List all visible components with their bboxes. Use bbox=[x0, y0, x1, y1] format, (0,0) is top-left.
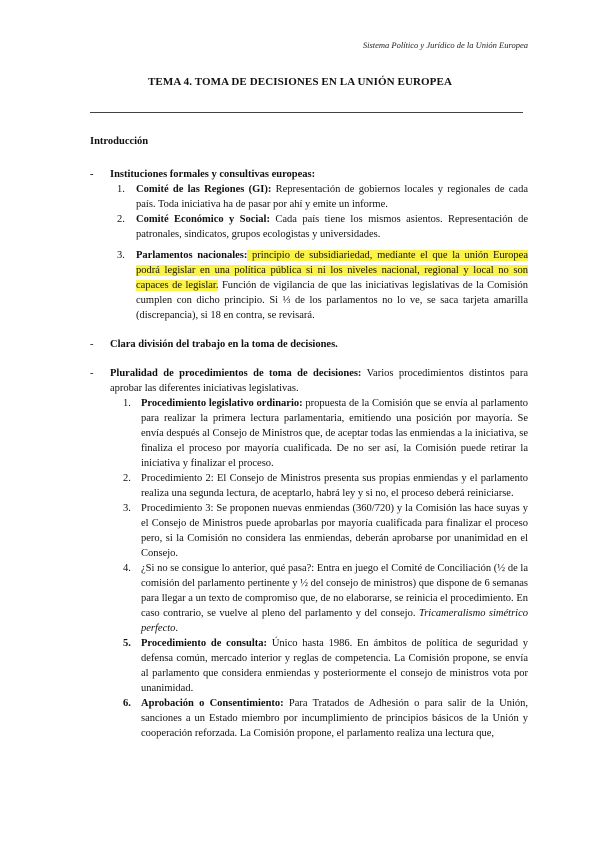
item-term: Aprobación o Consentimiento: bbox=[141, 698, 284, 709]
item-number: 1. bbox=[117, 184, 125, 195]
list-item bbox=[90, 248, 528, 323]
item-italic-text: Tricameralismo simétrico perfecto bbox=[141, 608, 529, 634]
title-divider bbox=[90, 112, 523, 113]
running-header: Sistema Político y Jurídico de la Unión Europea bbox=[362, 40, 528, 50]
procedures-list bbox=[90, 396, 528, 741]
item-text: propuesta de la Comisión que se envía al parlamento para realizar la primera lectura parlamentaria, emitiendo una posición por mayoría. Se envía después al Consejo de Ministros que, de aceptar todas las enmiendas a la iniciativa, se finaliza el proceso por mayoría cualificada. De no ser así, la Comisión puede retirar la iniciativa y finalizar el proceso. bbox=[141, 398, 528, 469]
section-division bbox=[90, 337, 528, 352]
bullet-dash: - bbox=[90, 339, 94, 350]
section-heading: Pluralidad de procedimientos de toma de decisiones: bbox=[110, 368, 362, 379]
item-term: Comité Económico y Social: bbox=[136, 214, 270, 225]
section-heading-text: Varios procedimientos distintos para aprobar las diferentes iniciativas legislativas. bbox=[110, 368, 528, 394]
item-number: 4. bbox=[123, 563, 131, 574]
page-title: TEMA 4. TOMA DE DECISIONES EN LA UNIÓN EUROPEA bbox=[147, 76, 452, 88]
list-item bbox=[90, 212, 528, 242]
document-body bbox=[90, 134, 528, 741]
item-text: Único hasta 1986. En ámbitos de política de seguridad y defensa común, mercado interior y reglas de competencia. La Comisión propone, se envía al parlamento que considera enmiendas y posteriormente el consejo de ministros vota por unanimidad. bbox=[141, 638, 528, 694]
item-number: 1. bbox=[123, 398, 131, 409]
item-tail: . bbox=[175, 623, 179, 634]
list-item bbox=[90, 561, 528, 636]
item-number: 2. bbox=[123, 473, 131, 484]
section-procedures bbox=[90, 366, 528, 396]
item-number: 3. bbox=[117, 250, 125, 261]
section-institutions bbox=[90, 167, 528, 182]
item-term: Procedimiento legislativo ordinario: bbox=[141, 398, 303, 409]
item-text: Representación de gobiernos locales y regionales de cada país. Toda iniciativa ha de pasar por ahí y emite un informe. bbox=[136, 184, 528, 210]
item-text: Procedimiento 2: El Consejo de Ministros presenta sus propias enmiendas y el parlamento realiza una segunda lectura, de aceptarlo, habrá ley y si no, el proceso deberá reiniciarse. bbox=[141, 473, 528, 499]
list-item bbox=[90, 182, 528, 212]
item-text: Función de vigilancia de que las iniciativas legislativas de la Comisión cumplen con dicho principio. Si ⅓ de los parlamentos no lo ve, se saca tarjeta amarilla (discrepancia), si 18 en contra, se revisará. bbox=[136, 280, 529, 321]
institutions-list bbox=[90, 182, 528, 323]
section-heading: Clara división del trabajo en la toma de decisiones. bbox=[110, 339, 338, 350]
list-item bbox=[90, 396, 528, 471]
item-number: 2. bbox=[117, 214, 125, 225]
item-text: Para Tratados de Adhesión o para salir de la Unión, sanciones a un Estado miembro por incumplimiento de principios básicos de la Unión y cooperación reforzada. La Comisión propone, el parlamento realiza una lectura que, bbox=[141, 698, 529, 739]
item-number: 5. bbox=[123, 638, 131, 649]
item-number: 3. bbox=[123, 503, 131, 514]
item-term: Procedimiento de consulta: bbox=[141, 638, 268, 649]
list-item bbox=[90, 501, 528, 561]
item-text: ¿Si no se consigue lo anterior, qué pasa?: Entra en juego el Comité de Conciliación (½ de la comisión del parlamento pertinente y ½ del consejo de ministros) que dispone de 6 semanas para llegar a un texto de compromiso que, de no elaborarse, se reinicia el procedimiento. En caso contrario, se vuelve al pleno del parlamento y del consejo. bbox=[141, 563, 528, 619]
section-heading: Instituciones formales y consultivas europeas: bbox=[110, 169, 316, 180]
item-term: Parlamentos nacionales: bbox=[136, 250, 248, 261]
bullet-dash: - bbox=[90, 368, 94, 379]
list-item bbox=[90, 636, 528, 696]
item-term: Comité de las Regiones (GI): bbox=[136, 184, 272, 195]
bullet-dash: - bbox=[90, 169, 94, 180]
list-item bbox=[90, 471, 528, 501]
item-text: Procedimiento 3: Se proponen nuevas enmiendas (360/720) y la Comisión las hace suyas y el Consejo de Ministros puede aprobarlas por mayoría cualificada para finalizar el proceso pero, si la Comisión no considera las enmiendas, deberán aprobarse por unanimidad en el Consejo. bbox=[141, 503, 528, 559]
item-number: 6. bbox=[123, 698, 131, 709]
item-text: Cada país tiene los mismos asientos. Representación de patronales, sindicatos, grupos ecologistas y universidades. bbox=[136, 214, 528, 240]
highlighted-text: principio de subsidiariedad, mediante el que la unión Europea podrá legislar en una política pública si ni los niveles nacional, regional y local no son capaces de legislar. bbox=[136, 250, 528, 291]
list-item bbox=[90, 696, 528, 741]
intro-heading: Introducción bbox=[90, 136, 149, 147]
